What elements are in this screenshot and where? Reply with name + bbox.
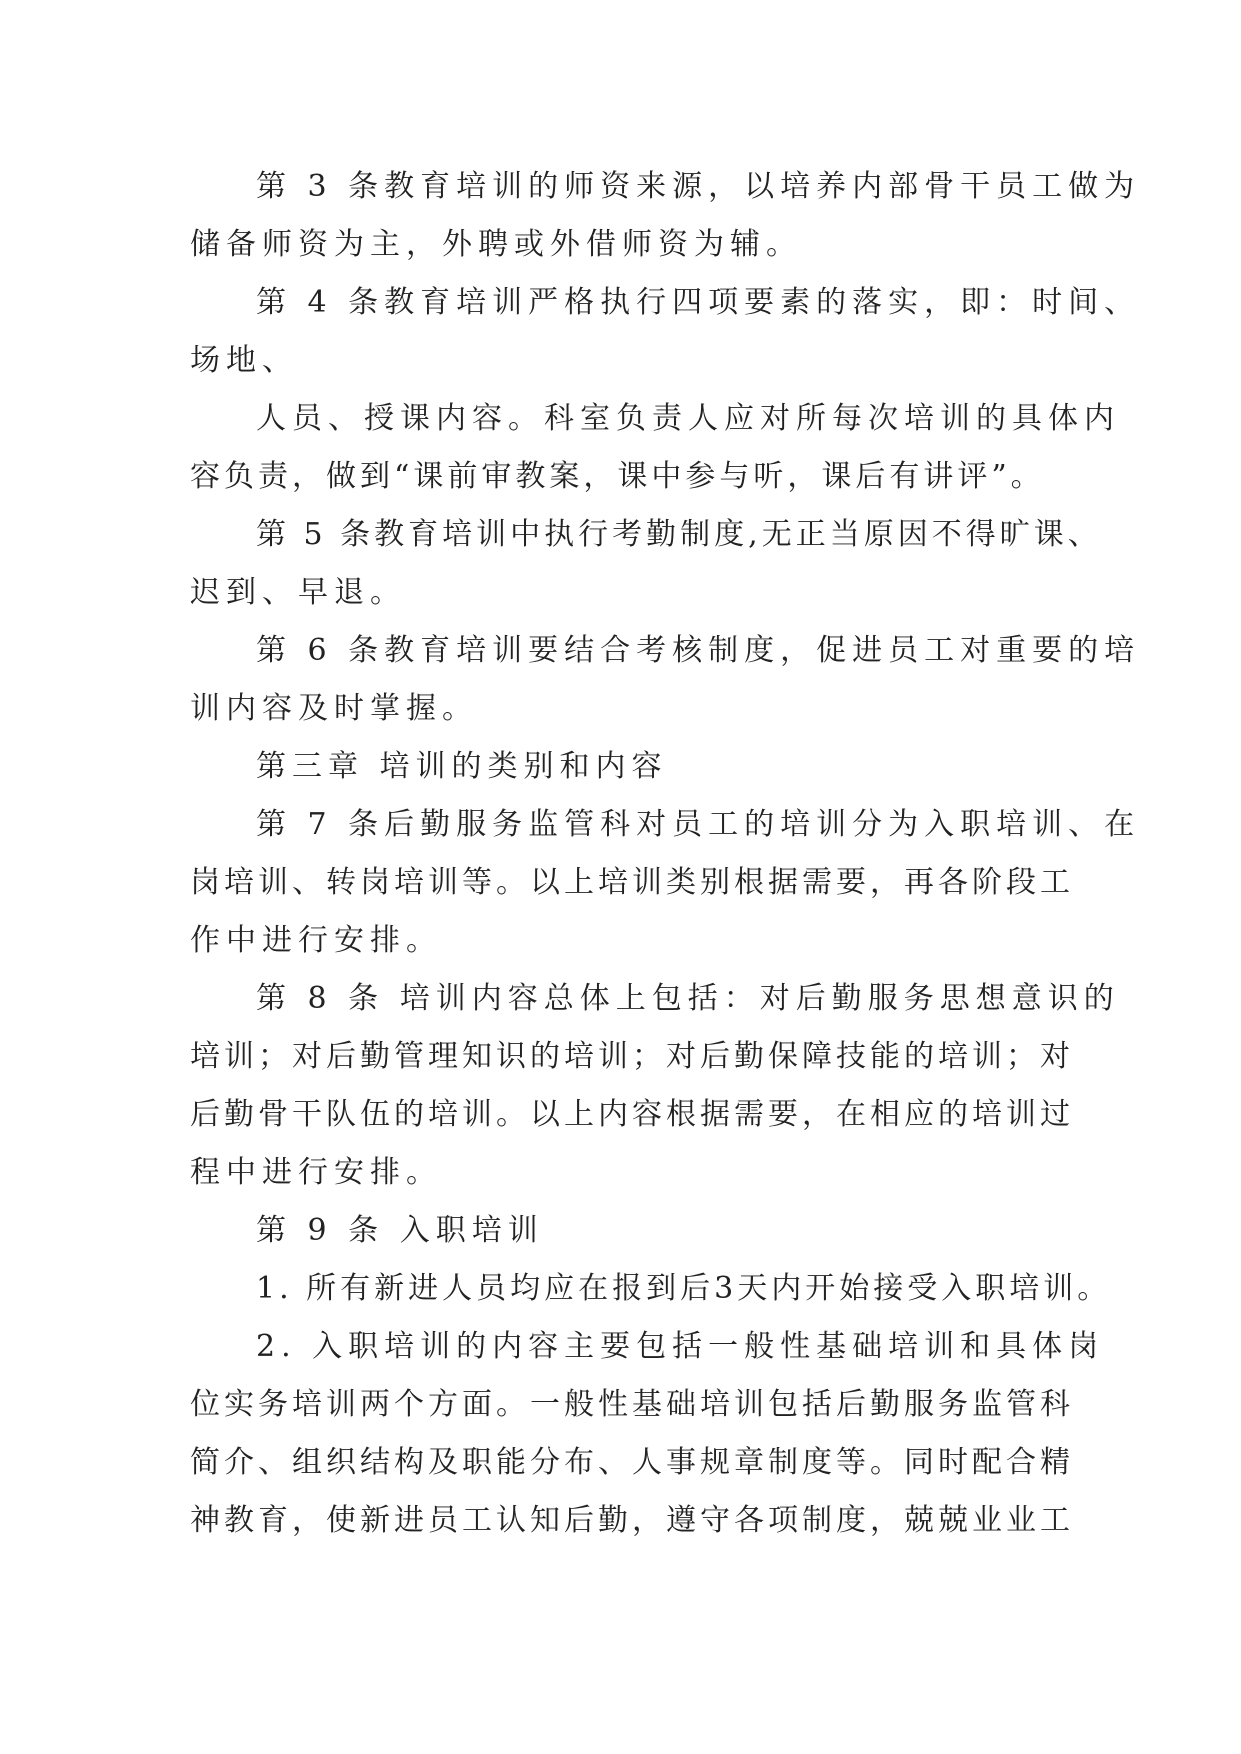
article-8-line-1: 第 8 条 培训内容总体上包括：对后勤服务思想意识的 — [256, 981, 1120, 1016]
article-9-item-2-line-2: 位实务培训两个方面。一般性基础培训包括后勤服务监管科 — [190, 1387, 1074, 1422]
article-8-line-2: 培训；对后勤管理知识的培训；对后勤保障技能的培训；对 — [190, 1039, 1074, 1074]
article-3-line-1: 第 3 条教育培训的师资来源，以培养内部骨干员工做为 — [256, 169, 1141, 204]
article-4-line-1: 第 4 条教育培训严格执行四项要素的落实，即：时间、 — [256, 285, 1141, 320]
article-4-line-3: 人员、授课内容。科室负责人应对所每次培训的具体内 — [256, 401, 1120, 436]
article-7-line-2: 岗培训、转岗培训等。以上培训类别根据需要，再各阶段工 — [190, 865, 1074, 900]
chapter-3-heading: 第三章 培训的类别和内容 — [256, 749, 668, 784]
article-4-line-4: 容负责，做到“课前审教案，课中参与听，课后有讲评”。 — [190, 459, 1045, 494]
article-3-line-2: 储备师资为主，外聘或外借师资为辅。 — [190, 227, 802, 262]
article-7-line-1: 第 7 条后勤服务监管科对员工的培训分为入职培训、在 — [256, 807, 1141, 842]
article-9-item-1: 1. 所有新进人员均应在报到后3天内开始接受入职培训。 — [256, 1271, 1112, 1306]
article-9-item-2-line-1: 2. 入职培训的内容主要包括一般性基础培训和具体岗 — [256, 1329, 1105, 1364]
article-6-line-2: 训内容及时掌握。 — [190, 691, 478, 726]
article-7-line-3: 作中进行安排。 — [190, 923, 442, 958]
article-5-line-2: 迟到、早退。 — [190, 575, 406, 610]
article-4-line-2: 场地、 — [190, 343, 298, 378]
document-body — [190, 158, 1141, 1550]
article-8-line-3: 后勤骨干队伍的培训。以上内容根据需要，在相应的培训过 — [190, 1097, 1074, 1132]
article-8-line-4: 程中进行安排。 — [190, 1155, 442, 1190]
article-9-item-2-line-3: 简介、组织结构及职能分布、人事规章制度等。同时配合精 — [190, 1445, 1074, 1480]
article-9-item-2-line-4: 神教育，使新进员工认知后勤，遵守各项制度，兢兢业业工 — [190, 1503, 1074, 1538]
article-5-line-1: 第 5 条教育培训中执行考勤制度,无正当原因不得旷课、 — [256, 517, 1102, 552]
article-9-heading: 第 9 条 入职培训 — [256, 1213, 544, 1248]
article-6-line-1: 第 6 条教育培训要结合考核制度，促进员工对重要的培 — [256, 633, 1141, 668]
